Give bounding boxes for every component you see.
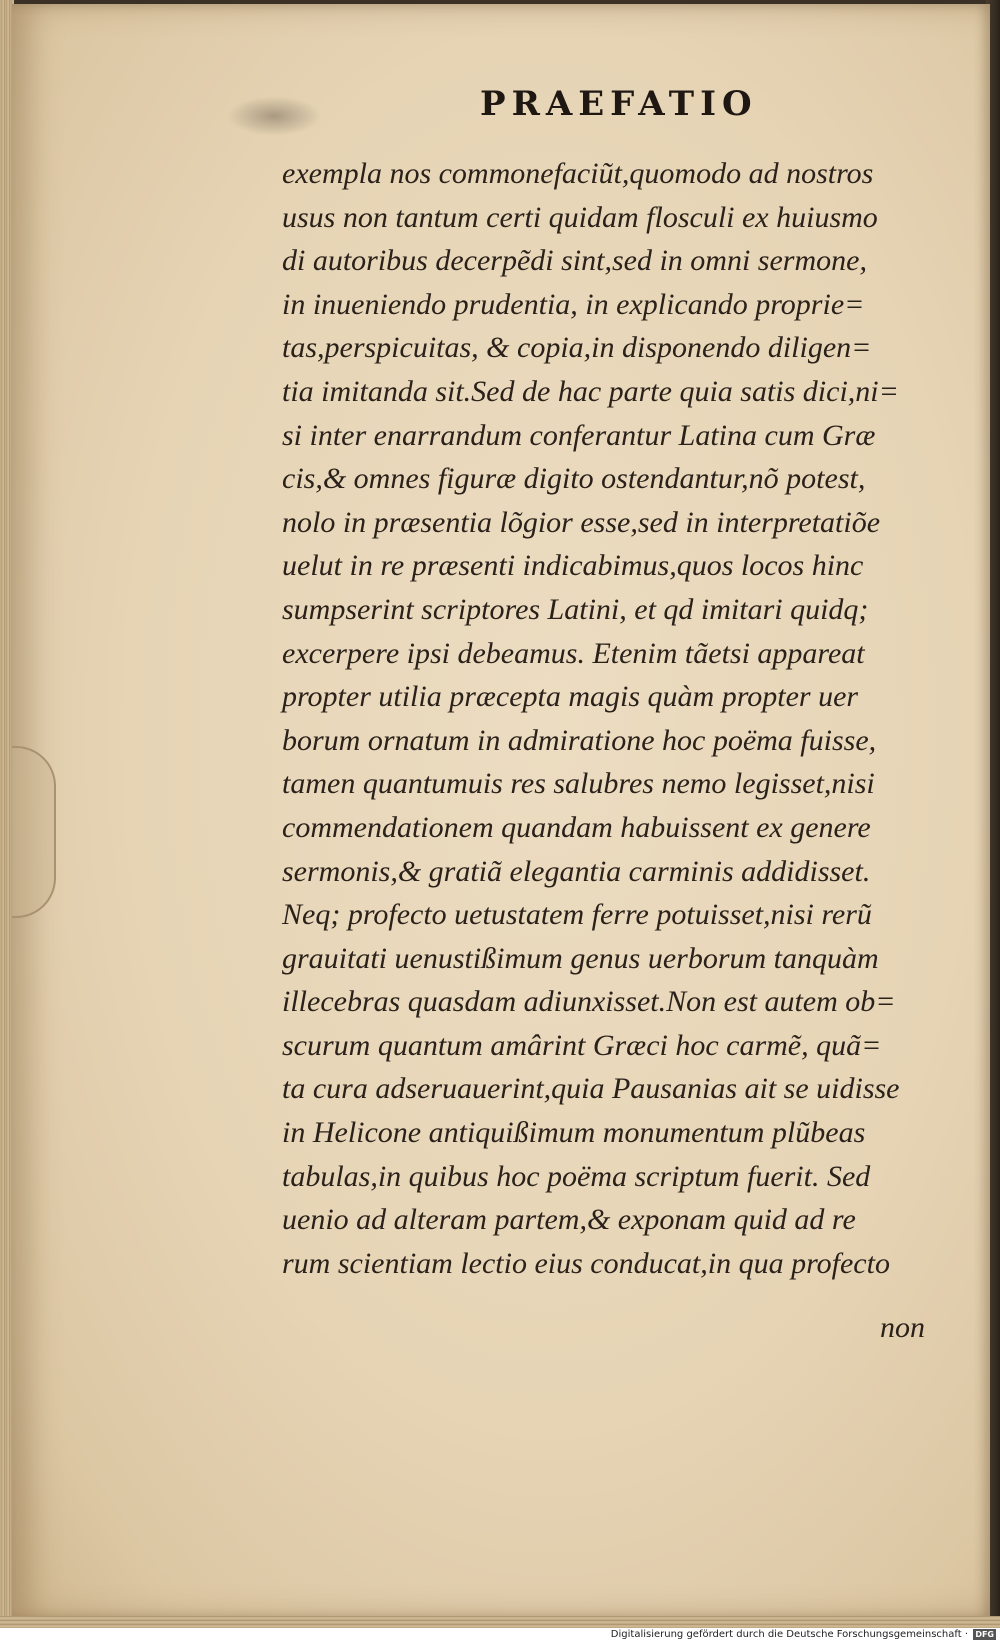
text-line: si inter enarrandum conferantur Latina cum Græ: [282, 418, 876, 452]
text-line: in inueniendo prudentia, in explicando propriе=: [282, 287, 865, 321]
text-line: propter utilia præcepta magis quàm propter uer: [282, 680, 859, 714]
text-line: sumpserint scriptores Latini, et qd imitari quidq;: [282, 592, 869, 626]
text-line: in Helicone antiquißimum monumentum plũbeas: [282, 1116, 866, 1150]
text-line: ta cura adseruauerint,quia Pausanias ait se uidisse: [282, 1072, 900, 1106]
text-line: cis,& omnes figuræ digito ostendantur,nõ potest,: [282, 462, 866, 496]
text-line: sermonis,& gratiã elegantia carminis addidisset.: [282, 854, 871, 888]
dfg-logo: DFG: [975, 1630, 994, 1639]
text-line: tabulas,in quibus hoc poëma scriptum fuerit. Sed: [282, 1159, 871, 1193]
text-line: tia imitanda sit.Sed de hac parte quia satis dici,ni=: [282, 374, 899, 408]
page-edge-stack-bottom: [0, 1616, 1000, 1628]
text-line: tamen quantumuis res salubres nemo legisset,nisi: [282, 767, 875, 801]
text-line: commendationem quandam habuissent ex genere: [282, 810, 871, 844]
text-line: usus non tantum certi quidam flosculi ex huiusmo: [282, 200, 878, 234]
text-line: excerpere ipsi debeamus. Etenim tãetsi appareat: [282, 636, 865, 670]
text-line: nolo in præsentia lõgior esse,sed in interpretatiõe: [282, 505, 881, 539]
catchword: non: [880, 1311, 925, 1344]
text-line: uenio ad alteram partem,& exponam quid ad re: [282, 1203, 856, 1237]
text-line: di autoribus decerpẽdi sint,sed in omni sermone,: [282, 244, 867, 278]
ink-smudge: [227, 96, 322, 136]
text-line: grauitati uenustißimum genus uerborum tanquàm: [282, 941, 879, 975]
text-line: tas,perspicuitas, & copia,in disponendo diligen=: [282, 331, 872, 365]
text-line: borum ornatum in admiratione hoc poëma fuisse,: [282, 723, 877, 757]
text-line: scurum quantum amârint Græci hoc carmẽ, quã=: [282, 1028, 882, 1062]
text-line: rum scientiam lectio eius conducat,in qua profecto: [282, 1246, 890, 1280]
text-line: uelut in re præsenti indicabimus,quos locos hinc: [282, 549, 864, 583]
text-line: Neq; profecto uetustatem ferre potuisset,nisi rerũ: [282, 898, 872, 932]
page-tab-marker: [12, 746, 56, 918]
text-line: exempla nos commonefaciũt,quomodo ad nostros: [282, 157, 874, 190]
footer-credit-bar: [0, 1628, 1000, 1641]
text-line: illecebras quasdam adiunxisset.Non est autem ob=: [282, 985, 896, 1019]
body-text: [282, 152, 942, 1285]
running-head: PRAEFATIO: [480, 84, 758, 124]
funding-credit: Digitalisierung gefördert durch die Deutsche Forschungsgemeinschaft ·: [610, 1629, 968, 1640]
